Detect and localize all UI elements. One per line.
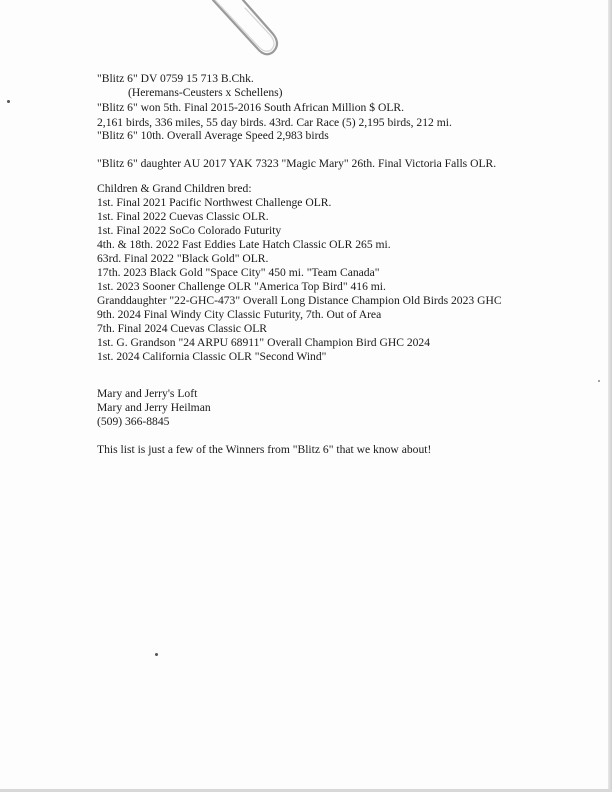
daughter-line: "Blitz 6" daughter AU 2017 YAK 7323 "Magic Mary" 26th. Final Victoria Falls OLR.: [97, 157, 497, 170]
list-item: 17th. 2023 Black Gold "Space City" 450 mi. "Team Canada": [97, 266, 380, 279]
list-item: 1st. Final 2022 SoCo Colorado Futurity: [97, 224, 282, 237]
list-item: 1st. Final 2022 Cuevas Classic OLR.: [97, 210, 269, 223]
list-item: Granddaughter "22-GHC-473" Overall Long Distance Champion Old Birds 2023 GHC: [97, 294, 502, 307]
section-heading: Children & Grand Children bred:: [97, 182, 252, 195]
result-line: "Blitz 6" won 5th. Final 2015-2016 South African Million $ OLR.: [97, 101, 405, 114]
result-line: "Blitz 6" 10th. Overall Average Speed 2,983 birds: [97, 129, 329, 142]
closing-note: This list is just a few of the Winners from "Blitz 6" that we know about!: [97, 443, 432, 456]
list-item: 1st. G. Grandson "24 ARPU 68911" Overall Champion Bird GHC 2024: [97, 336, 431, 349]
list-item: 1st. 2024 California Classic OLR "Second Wind": [97, 350, 327, 363]
phone-number: (509) 366-8845: [97, 415, 170, 428]
list-item: 9th. 2024 Final Windy City Classic Futurity, 7th. Out of Area: [97, 308, 382, 321]
list-item: 63rd. Final 2022 "Black Gold" OLR.: [97, 252, 269, 265]
list-item: 1st. Final 2021 Pacific Northwest Challenge OLR.: [97, 196, 332, 209]
pedigree-line: (Heremans-Ceusters x Schellens): [128, 86, 283, 99]
result-line: 2,161 birds, 336 miles, 55 day birds. 43rd. Car Race (5) 2,195 birds, 212 mi.: [97, 116, 452, 129]
heading-bird-id: "Blitz 6" DV 0759 15 713 B.Chk.: [97, 72, 254, 85]
loft-name: Mary and Jerry's Loft: [97, 387, 198, 400]
list-item: 1st. 2023 Sooner Challenge OLR "America Top Bird" 416 mi.: [97, 280, 386, 293]
list-item: 4th. & 18th. 2022 Fast Eddies Late Hatch Classic OLR 265 mi.: [97, 238, 391, 251]
list-item: 7th. Final 2024 Cuevas Classic OLR: [97, 322, 268, 335]
owner-names: Mary and Jerry Heilman: [97, 401, 211, 414]
